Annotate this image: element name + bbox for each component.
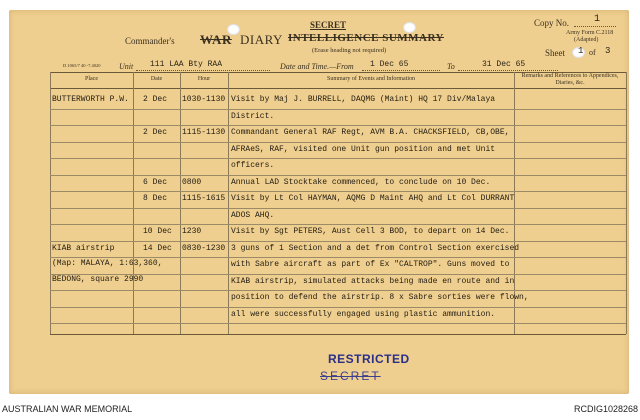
entry-summary-line: with Sabre aircraft as part of Ex "CALTROP". Guns moved to — [231, 260, 510, 269]
diary-title: DIARY — [240, 32, 283, 47]
entry-summary-line: Visit by Lt Col HAYMAN, AQMG D Maint AHQ and Lt Col DURRANT — [231, 194, 515, 203]
sheet-total: 3 — [605, 46, 611, 56]
ruled-line — [50, 208, 626, 209]
entry-hour: 1230 — [182, 227, 202, 236]
entry-hour: 0830-1230 — [182, 243, 226, 253]
sheet-of: of — [589, 48, 596, 57]
entry-place: KIAB airstrip — [52, 243, 115, 253]
to-label: To — [447, 62, 455, 71]
col-header-summary: Summary of Events and Information — [327, 76, 415, 82]
copy-number: 1 — [594, 14, 601, 25]
entry-summary-line: ADOS AHQ. — [231, 210, 275, 220]
ruled-line — [50, 307, 626, 308]
ruled-line — [50, 224, 626, 225]
sheet-label: Sheet — [545, 48, 565, 58]
ruled-line — [50, 257, 626, 258]
entry-date: 6 Dec — [143, 177, 168, 187]
entry-hour: 0800 — [182, 177, 202, 187]
unit-value: 111 LAA Bty RAA — [150, 60, 223, 69]
entry-summary-line: Visit by Maj J. BURRELL, DAQMG (Maint) HQ 17 Div/Malaya — [231, 95, 496, 104]
entry-summary-line: AFRAeS, RAF, visited one Unit gun position and met Unit — [231, 144, 496, 154]
ruled-line — [50, 323, 626, 324]
ruled-line — [50, 175, 626, 176]
entry-summary-line: District. — [231, 111, 275, 121]
col-header-date: Date — [150, 76, 163, 82]
ruled-line — [50, 109, 626, 110]
to-date: 31 Dec 65 — [482, 60, 526, 69]
map-note-line-2: BEDONG, square 2990 — [52, 275, 144, 284]
entry-date: 8 Dec — [143, 194, 168, 203]
col-header-place: Place — [85, 76, 98, 82]
entry-summary-line: Annual LAD Stocktake commenced, to conclude on 10 Dec. — [231, 177, 491, 187]
commander-label: Commander's — [125, 36, 175, 46]
entry-summary-line: KIAB airstrip, simulated attacks being made en route and in — [231, 276, 515, 286]
entry-summary-line: all were successfully engaged using plastic ammunition. — [231, 309, 496, 319]
entry-summary-line: 3 guns of 1 Section and a det from Control Section exercised — [231, 243, 520, 253]
entry-date: 2 Dec — [143, 128, 168, 137]
ruled-line — [50, 241, 626, 242]
footer-record-id: RCDIG1028268 — [573, 404, 638, 414]
secret-stamp-struck: SECRET — [320, 369, 381, 383]
entry-hour: 1030-1130 — [182, 95, 226, 104]
footer-archive-name: AUSTRALIAN WAR MEMORIAL — [2, 404, 133, 414]
secret-title: SECRET — [310, 20, 347, 30]
entry-date: 14 Dec — [143, 243, 172, 253]
ruled-line — [50, 158, 626, 159]
entry-hour: 1115-1130 — [182, 128, 226, 137]
from-date: 1 Dec 65 — [370, 60, 409, 69]
form-ref-adapted: (Adapted) — [574, 37, 599, 43]
entry-summary-line: Visit by Sgt PETERS, Aust Cell 3 BOD, to depart on 14 Dec. — [231, 227, 510, 236]
entry-summary-line: Commandant General RAF Regt, AVM B.A. CHACKSFIELD, CB,OBE, — [231, 128, 510, 137]
entry-summary-line: position to defend the airstrip. 8 x Sabre sorties were flown, — [231, 293, 529, 302]
ruled-line — [50, 290, 626, 291]
erase-note: (Erase heading not required) — [312, 47, 387, 54]
entry-date: 10 Dec — [143, 227, 172, 236]
entry-place: BUTTERWORTH P.W. — [52, 95, 129, 104]
ruled-line — [50, 125, 626, 126]
map-note-line-1: (Map: MALAYA, 1:63,360, — [52, 259, 163, 268]
form-ref: Army Form C.2118 — [566, 30, 614, 36]
entry-hour: 1115-1615 — [182, 194, 226, 203]
date-time-label: Date and Time.—From — [280, 62, 354, 71]
intelligence-summary-title: INTELLIGENCE SUMMARY — [288, 32, 444, 44]
col-header-remarks: Remarks and References to Appendices, Diaries, &c. — [521, 73, 619, 86]
unit-label: Unit — [119, 62, 134, 71]
war-title: WAR — [200, 32, 232, 47]
copy-label: Copy No. — [534, 18, 570, 28]
sheet-number: 1 — [578, 46, 584, 56]
restricted-stamp: RESTRICTED — [328, 352, 410, 366]
entry-summary-line: officers. — [231, 161, 275, 170]
ruled-line — [50, 142, 626, 143]
ruled-line — [50, 191, 626, 192]
print-code: D.1065/7 40 -7.4020 — [63, 63, 101, 68]
col-header-hour: Hour — [197, 76, 211, 82]
entry-date: 2 Dec — [143, 95, 168, 104]
